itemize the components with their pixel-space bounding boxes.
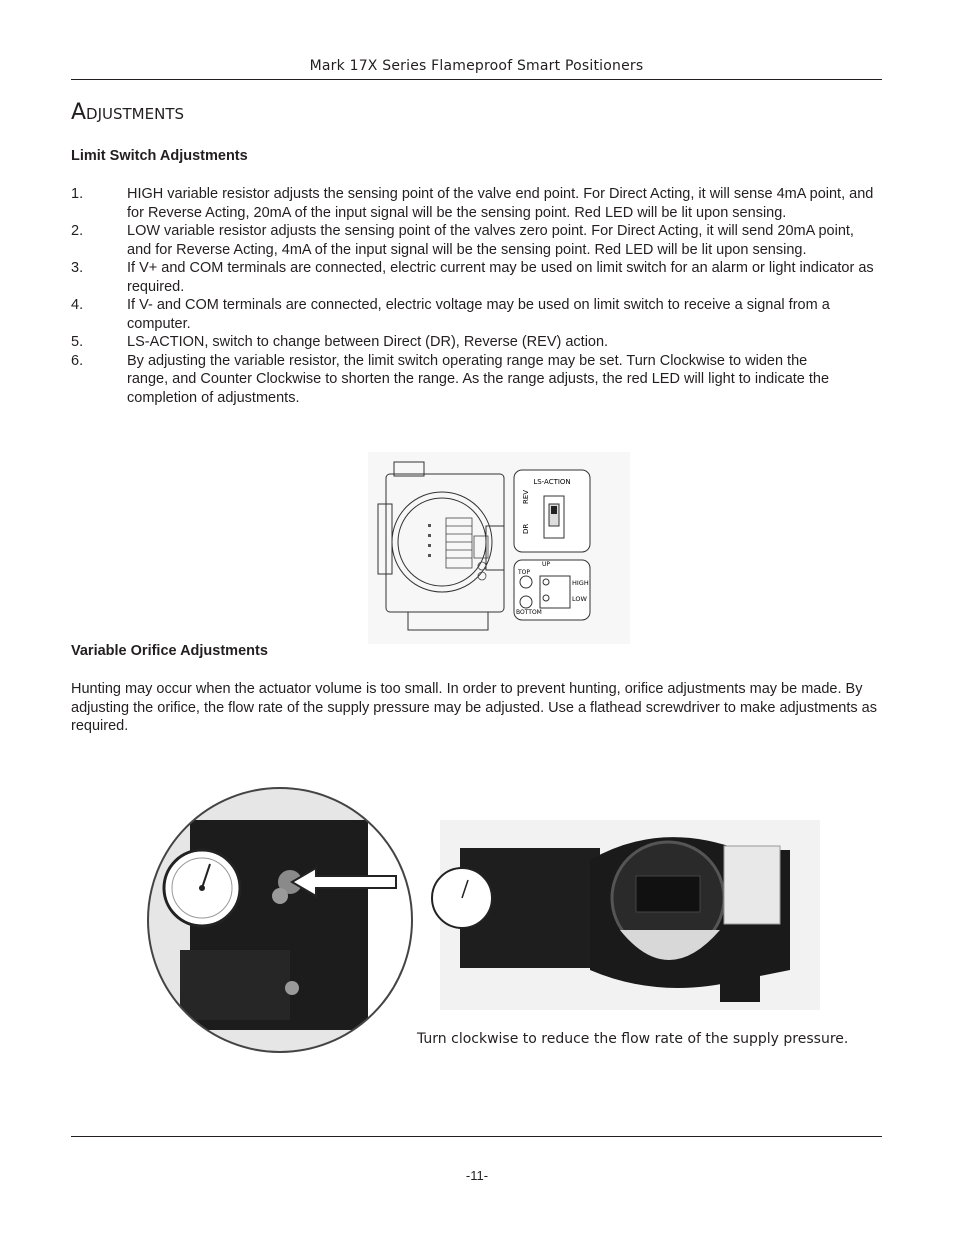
high-label: HIGH: [572, 579, 589, 587]
list-text: LS-ACTION, switch to change between Direct (DR), Reverse (REV) action.: [127, 334, 609, 350]
list-text: By adjusting the variable resistor, the limit switch operating range may be set. Turn Clockwise to widen the range, and Counter Clockwise to shorten the range. As the range adjusts, the red LED will light to indicate the completion of adjustments.: [127, 352, 830, 406]
list-number: 4.: [71, 297, 84, 313]
pressure-gauge-icon: [164, 850, 240, 926]
orifice-paragraph: Hunting may occur when the actuator volume is too small. In order to prevent hunting, orifice adjustments may be made. By adjusting the orifice, the flow rate of the supply pressure may be adjusted. Use a flathead screwdriver to make adjustments as required.: [71, 681, 877, 734]
running-header: Mark 17X Series Flameproof Smart Positioners: [309, 58, 644, 74]
list-item: [71, 259, 882, 296]
orifice-heading: Variable Orifice Adjustments: [71, 643, 268, 659]
limit-switch-heading: Limit Switch Adjustments: [71, 148, 248, 164]
bottom-label: BOTTOM: [516, 609, 542, 616]
list-number: 1.: [71, 186, 84, 202]
footer-rule: [71, 1136, 882, 1137]
list-item: [71, 333, 882, 352]
led-top-icon: [520, 576, 532, 588]
limit-switch-diagram: [368, 452, 630, 644]
list-item: [71, 352, 882, 408]
list-text: LOW variable resistor adjusts the sensing point of the valves zero point. For Direct Acting, it will send 20mA point, and for Reverse Acting, 4mA of the input signal will be the sensing point. Red LED will be lit upon sensing.: [127, 223, 854, 258]
low-label: LOW: [572, 595, 587, 603]
up-label: UP: [542, 561, 551, 568]
list-number: 3.: [71, 260, 84, 276]
ls-action-label: LS-ACTION: [533, 478, 571, 486]
positioner-body: [432, 820, 820, 1010]
list-number: 2.: [71, 223, 84, 239]
section-title: Adjustments: [71, 100, 185, 125]
list-text: If V+ and COM terminals are connected, electric current may be used on limit switch for an alarm or light indicator as required.: [127, 260, 874, 295]
limit-switch-list: [71, 185, 882, 407]
list-number: 5.: [71, 334, 84, 350]
page-number: -11-: [465, 1168, 489, 1183]
rev-label: REV: [522, 489, 530, 504]
header-rule: [71, 79, 882, 80]
list-item: [71, 296, 882, 333]
zoomed-orifice-view: [140, 780, 448, 1080]
led-bottom-icon: [520, 596, 532, 608]
list-text: HIGH variable resistor adjusts the sensing point of the valve end point. For Direct Acting, it will sense 4mA point, and for Reverse Acting, 20mA of the input signal will be the sensing point. Red LED will be lit upon sensing.: [127, 186, 874, 221]
top-label: TOP: [518, 569, 531, 576]
list-item: [71, 185, 882, 222]
list-number: 6.: [71, 352, 84, 369]
dr-label: DR: [522, 523, 530, 534]
list-item: [71, 222, 882, 259]
list-text: If V- and COM terminals are connected, electric voltage may be used on limit switch to receive a signal from a computer.: [127, 297, 830, 332]
photo-caption: Turn clockwise to reduce the flow rate of the supply pressure.: [417, 1031, 849, 1047]
